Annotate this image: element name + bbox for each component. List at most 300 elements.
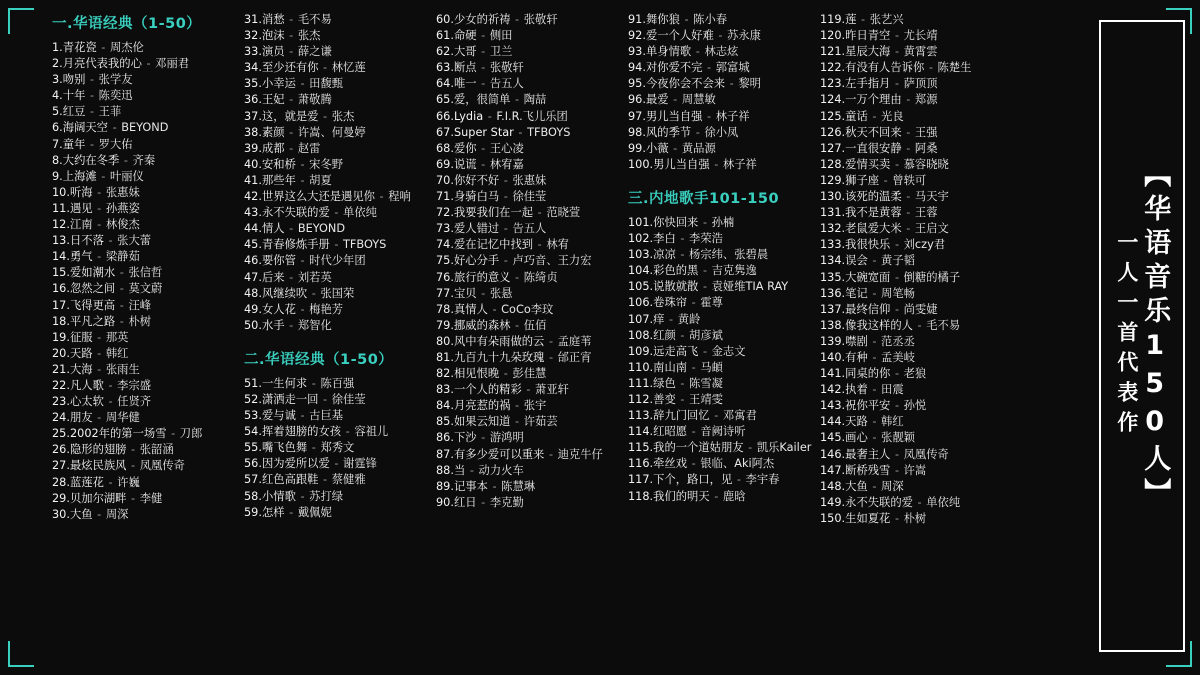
artist-name: 田馥甄: [309, 77, 344, 91]
artist-name: 汪峰: [128, 298, 152, 312]
entry-number: 2.: [52, 57, 63, 71]
song-title: 单身情歌: [645, 45, 692, 59]
artist-name: 黄霄雲: [903, 45, 938, 59]
entry-number: 52.: [244, 392, 262, 406]
entry-separator: -: [167, 427, 179, 441]
song-title: 爱你: [453, 141, 477, 155]
entry-number: 108.: [628, 328, 654, 342]
list-item: [244, 440, 436, 456]
song-title: 水手: [261, 318, 285, 332]
song-title: 江南: [69, 218, 93, 232]
artist-name: 彭佳慧: [512, 367, 547, 381]
entry-separator: -: [699, 264, 711, 278]
artist-name: 郭富城: [715, 61, 750, 75]
artist-name: 王靖雯: [689, 392, 723, 406]
entry-separator: -: [319, 473, 331, 487]
entry-separator: -: [891, 302, 903, 316]
artist-name: 郑源: [914, 93, 938, 107]
artist-name: 迪克牛仔: [557, 447, 603, 461]
entry-separator: -: [744, 441, 756, 455]
entry-separator: -: [902, 206, 914, 220]
entry-number: 12.: [52, 218, 70, 232]
song-title: 爱如潮水: [69, 266, 116, 280]
entry-number: 15.: [52, 266, 70, 280]
artist-name: 时代少年团: [309, 254, 366, 268]
song-title: 少女的祈祷: [453, 13, 511, 26]
artist-name: 许茹芸: [523, 415, 558, 429]
entry-separator: -: [511, 399, 523, 413]
entry-separator: -: [116, 266, 128, 280]
entry-separator: -: [726, 77, 738, 91]
list-item: [436, 12, 628, 28]
song-title: 舞你狼: [645, 13, 680, 26]
song-title: 听海: [69, 185, 93, 199]
entry-separator: -: [477, 29, 489, 43]
song-title: 爱与诚: [261, 409, 296, 423]
entry-separator: -: [104, 234, 117, 248]
song-title: 青春修炼手册: [261, 238, 330, 252]
entry-separator: -: [902, 190, 914, 204]
list-column: [52, 12, 244, 665]
entry-separator: -: [868, 334, 881, 348]
artist-name: 林子祥: [722, 157, 757, 171]
entry-separator: -: [116, 298, 128, 312]
entry-number: 122.: [820, 61, 846, 75]
song-title: 说谎: [453, 157, 477, 171]
entry-number: 98.: [628, 125, 646, 139]
song-title: 爱，很简单: [453, 93, 511, 107]
song-title: 一生何求: [261, 376, 308, 390]
list-item: [820, 237, 1026, 253]
entry-separator: -: [733, 473, 745, 487]
song-title: 误会: [845, 254, 868, 268]
entry-separator: -: [330, 206, 343, 220]
artist-name: 张宇: [523, 399, 547, 413]
artist-name: 孟庭苇: [557, 334, 592, 348]
entry-number: 148.: [820, 479, 846, 493]
list-item: [436, 414, 628, 430]
entry-number: 51.: [244, 376, 262, 390]
artist-name: F.I.R.飞儿乐团: [496, 109, 568, 123]
list-item: [628, 125, 820, 141]
song-title: 蓝莲花: [69, 475, 104, 489]
list-item: [820, 414, 1026, 430]
artist-name: 萧敬腾: [297, 93, 332, 107]
song-title: 小幸运: [261, 77, 296, 91]
entry-number: 78.: [436, 302, 454, 316]
entry-separator: -: [891, 29, 903, 43]
song-title: 大哥: [453, 45, 477, 59]
entry-separator: -: [880, 173, 892, 187]
artist-name: 周杰伦: [109, 41, 144, 54]
list-item: [436, 60, 628, 76]
list-item: [244, 408, 436, 424]
entry-separator: -: [127, 459, 139, 473]
artist-name: 张敬轩: [523, 13, 558, 26]
artist-name: 伍佰: [523, 318, 547, 332]
entry-separator: -: [665, 312, 677, 326]
artist-name: 范晓萱: [546, 206, 581, 220]
list-item: [820, 479, 1026, 495]
list-item: [244, 92, 436, 108]
artist-name: 齐秦: [132, 153, 156, 167]
song-title: 噤剧: [845, 334, 868, 348]
entry-separator: -: [296, 77, 309, 91]
song-title: 朋友: [69, 411, 93, 425]
entry-number: 93.: [628, 45, 646, 59]
entry-number: 60.: [436, 13, 454, 26]
artist-name: 告五人: [512, 222, 547, 236]
artist-name: 胡彦斌: [689, 328, 723, 342]
entry-separator: -: [868, 109, 881, 123]
entry-number: 85.: [436, 415, 454, 429]
list-item: [628, 28, 820, 44]
entry-separator: -: [500, 173, 512, 187]
song-title: 那些年: [261, 173, 296, 187]
list-item: [628, 92, 820, 108]
entry-separator: -: [330, 238, 343, 252]
entry-number: 139.: [820, 334, 846, 348]
entry-number: 64.: [436, 77, 454, 91]
song-title: 当: [453, 463, 466, 477]
song-title: 心太软: [69, 395, 104, 409]
entry-number: 89.: [436, 479, 454, 493]
entry-number: 21.: [52, 362, 70, 376]
artist-name: 许嵩: [903, 463, 927, 477]
entry-separator: -: [127, 491, 139, 505]
artist-name: 朴树: [903, 511, 927, 525]
song-list: [628, 215, 820, 505]
artist-name: 凤凰传奇: [139, 459, 185, 473]
song-title: 月亮惹的祸: [453, 399, 511, 413]
artist-name: 音阙诗听: [700, 425, 746, 439]
artist-name: 韩红: [105, 346, 129, 360]
list-item: [244, 205, 436, 221]
list-item: [628, 408, 820, 424]
entry-number: 113.: [628, 409, 654, 423]
side-title-main: 【华语音乐150人】: [1139, 160, 1171, 512]
entry-number: 127.: [820, 141, 846, 155]
artist-name: 刘czy君: [903, 238, 946, 252]
song-list: [244, 376, 436, 521]
song-title: 情人: [261, 222, 285, 236]
entry-separator: -: [710, 489, 722, 503]
artist-name: 陶喆: [523, 93, 547, 107]
entry-separator: -: [86, 73, 98, 87]
entry-number: 150.: [820, 511, 846, 525]
song-title: 潇洒走一回: [261, 392, 319, 406]
entry-separator: -: [104, 378, 117, 392]
list-item: [436, 270, 628, 286]
entry-number: 105.: [628, 280, 654, 294]
list-item: [244, 237, 436, 253]
list-item: [52, 410, 244, 426]
entry-separator: -: [699, 280, 711, 294]
artist-name: 陈雪凝: [689, 376, 723, 390]
entry-separator: -: [488, 479, 501, 493]
list-item: [628, 344, 820, 360]
song-title: 该死的温柔: [845, 190, 902, 204]
list-item: [820, 495, 1026, 511]
entry-separator: -: [703, 61, 715, 75]
artist-name: 马天宇: [914, 190, 949, 204]
frame-corner-top-left: [8, 8, 34, 34]
entry-separator: -: [308, 376, 320, 390]
artist-name: 薛之谦: [297, 45, 332, 59]
song-title: 身骑白马: [453, 190, 500, 204]
list-column: [436, 12, 628, 665]
artist-name: 张大蕾: [117, 234, 152, 248]
artist-name: 李健: [139, 491, 163, 505]
list-item: [820, 302, 1026, 318]
entry-separator: -: [319, 392, 331, 406]
song-title: 永不失联的爱: [845, 495, 913, 509]
artist-name: 李荣浩: [689, 232, 723, 246]
list-item: [436, 237, 628, 253]
entry-separator: -: [688, 360, 700, 374]
song-title: 童年: [62, 137, 86, 151]
entry-number: 17.: [52, 298, 70, 312]
song-title: 笔记: [845, 286, 868, 300]
entry-separator: -: [285, 125, 297, 139]
artist-name: 徐佳莹: [512, 190, 547, 204]
artist-name: 梁静茹: [105, 250, 140, 264]
artist-name: 苏永康: [727, 29, 761, 43]
artist-name: 黄子韬: [881, 254, 915, 268]
entry-separator: -: [857, 13, 869, 26]
entry-number: 27.: [52, 459, 70, 473]
song-title: 秋天不回来: [845, 125, 902, 139]
list-item: [820, 221, 1026, 237]
entry-separator: -: [296, 157, 309, 171]
song-title: 天路: [69, 346, 93, 360]
entry-number: 86.: [436, 431, 454, 445]
artist-name: 张杰: [297, 29, 321, 43]
artist-name: 苏打绿: [309, 489, 344, 503]
entry-number: 56.: [244, 457, 262, 471]
artist-name: 邓丽君: [155, 57, 190, 71]
entry-separator: -: [891, 463, 903, 477]
song-title: 要你管: [261, 254, 296, 268]
artist-name: 孙悦: [903, 399, 927, 413]
artist-name: 李克勤: [489, 495, 524, 509]
list-item: [820, 511, 1026, 527]
entry-separator: -: [375, 190, 388, 204]
entry-number: 79.: [436, 318, 454, 332]
list-item: [820, 28, 1026, 44]
entry-number: 42.: [244, 190, 262, 204]
artist-name: 胡夏: [309, 173, 332, 187]
song-title: 善变: [653, 392, 676, 406]
artist-name: 周笔畅: [881, 286, 915, 300]
entry-number: 22.: [52, 378, 70, 392]
song-title: 宝贝: [453, 286, 477, 300]
song-title: 真情人: [453, 302, 488, 316]
entry-separator: -: [285, 318, 297, 332]
entry-number: 33.: [244, 45, 262, 59]
list-item: [52, 314, 244, 330]
list-item: [436, 350, 628, 366]
entry-number: 112.: [628, 392, 654, 406]
entry-separator: -: [477, 157, 489, 171]
song-title: 南山南: [653, 360, 688, 374]
list-item: [628, 231, 820, 247]
entry-separator: -: [500, 254, 512, 268]
entry-number: 54.: [244, 425, 262, 439]
song-title: 有没有人告诉你: [845, 61, 925, 75]
entry-separator: -: [545, 447, 557, 461]
song-title: 至少还有你: [261, 61, 319, 75]
entry-separator: -: [93, 411, 105, 425]
entry-number: 123.: [820, 77, 846, 91]
list-item: [52, 185, 244, 201]
entry-separator: -: [308, 286, 320, 300]
artist-name: 黎明: [738, 77, 761, 91]
artist-name: 王蓉: [914, 206, 938, 220]
entry-number: 143.: [820, 399, 846, 413]
list-column: [244, 12, 436, 665]
artist-name: CoCo李玟: [501, 302, 554, 316]
song-title: 最终信仰: [845, 302, 891, 316]
entry-number: 80.: [436, 334, 454, 348]
entry-number: 23.: [52, 395, 70, 409]
list-item: [436, 447, 628, 463]
list-item: [52, 233, 244, 249]
entry-number: 103.: [628, 248, 654, 262]
entry-separator: -: [285, 222, 297, 236]
entry-number: 11.: [52, 201, 70, 215]
entry-number: 147.: [820, 463, 846, 477]
song-title: 挪威的森林: [453, 318, 511, 332]
artist-name: 梅艳芳: [309, 302, 344, 316]
list-item: [52, 442, 244, 458]
entry-number: 101.: [628, 215, 654, 229]
entry-separator: -: [902, 125, 914, 139]
song-title: 祝你平安: [845, 399, 891, 413]
song-title: 相见恨晚: [453, 367, 500, 381]
artist-name: 张敬轩: [489, 61, 524, 75]
entry-number: 47.: [244, 270, 262, 284]
entry-separator: -: [296, 489, 309, 503]
song-title: 海阔天空: [62, 121, 108, 135]
song-title: 素颜: [261, 125, 285, 139]
entry-separator: -: [500, 367, 512, 381]
song-title: 唯一: [453, 77, 477, 91]
entry-separator: -: [93, 250, 105, 264]
list-item: [820, 189, 1026, 205]
entry-separator: -: [296, 173, 309, 187]
list-item: [820, 430, 1026, 446]
song-title: 征服: [69, 330, 93, 344]
entry-number: 74.: [436, 238, 454, 252]
song-title: 平凡之路: [69, 314, 116, 328]
entry-separator: -: [93, 201, 105, 215]
song-title: 对你爱不完: [645, 61, 703, 75]
entry-number: 96.: [628, 93, 646, 107]
list-item: [628, 76, 820, 92]
list-item: [244, 456, 436, 472]
entry-number: 6.: [52, 121, 63, 135]
entry-number: 140.: [820, 350, 846, 364]
entry-number: 121.: [820, 45, 846, 59]
entry-separator: -: [688, 296, 700, 310]
entry-separator: -: [688, 425, 700, 439]
song-title: 怎样: [261, 505, 285, 519]
entry-number: 28.: [52, 475, 70, 489]
list-item: [52, 201, 244, 217]
entry-separator: -: [484, 109, 496, 123]
entry-number: 8.: [52, 153, 63, 167]
song-title: 有种: [845, 350, 868, 364]
entry-separator: -: [330, 457, 343, 471]
artist-name: 林志炫: [704, 45, 739, 59]
entry-number: 114.: [628, 425, 654, 439]
entry-number: 144.: [820, 415, 846, 429]
list-item: [436, 205, 628, 221]
song-title: 同桌的你: [845, 367, 891, 381]
artist-name: 杨宗纬、张碧晨: [689, 248, 769, 262]
entry-number: 106.: [628, 296, 654, 310]
list-item: [820, 76, 1026, 92]
artist-name: 黄品源: [681, 141, 716, 155]
list-item: [244, 253, 436, 269]
song-title: 童话: [845, 109, 868, 123]
artist-name: 陈小春: [693, 13, 728, 26]
entry-number: 72.: [436, 206, 454, 220]
entry-number: 63.: [436, 61, 454, 75]
song-title: 命硬: [453, 29, 477, 43]
artist-name: 曾轶可: [892, 173, 927, 187]
artist-name: 马頔: [700, 360, 723, 374]
song-title: 天路: [845, 415, 868, 429]
song-title: 我很快乐: [845, 238, 891, 252]
artist-name: 容祖儿: [354, 425, 389, 439]
entry-separator: -: [93, 218, 105, 232]
entry-number: 10.: [52, 185, 70, 199]
entry-number: 30.: [52, 507, 70, 521]
entry-separator: -: [676, 232, 689, 246]
entry-number: 31.: [244, 13, 262, 26]
artist-name: 戴佩妮: [297, 505, 332, 519]
list-item: [820, 334, 1026, 350]
entry-number: 3.: [52, 73, 63, 87]
entry-number: 100.: [628, 157, 654, 171]
entry-number: 43.: [244, 206, 262, 220]
artist-name: 动力火车: [478, 463, 524, 477]
artist-name: 叶丽仪: [109, 169, 144, 183]
entry-number: 50.: [244, 318, 262, 332]
entry-separator: -: [891, 447, 903, 461]
list-item: [436, 92, 628, 108]
entry-number: 20.: [52, 346, 70, 360]
song-title: 远走高飞: [653, 344, 699, 358]
list-item: [820, 157, 1026, 173]
artist-name: 林宥: [546, 238, 569, 252]
song-title: 好心分手: [453, 254, 500, 268]
artist-name: BEYOND: [121, 121, 169, 135]
entry-separator: -: [342, 425, 354, 439]
artist-name: 朴树: [128, 314, 152, 328]
list-item: [628, 109, 820, 125]
entry-number: 88.: [436, 463, 454, 477]
list-item: [820, 44, 1026, 60]
entry-separator: -: [522, 383, 535, 397]
entry-number: 59.: [244, 505, 262, 519]
song-list: [628, 12, 820, 173]
list-item: [244, 505, 436, 521]
artist-name: 卢巧音、王力宏: [512, 254, 592, 268]
entry-number: 94.: [628, 61, 646, 75]
